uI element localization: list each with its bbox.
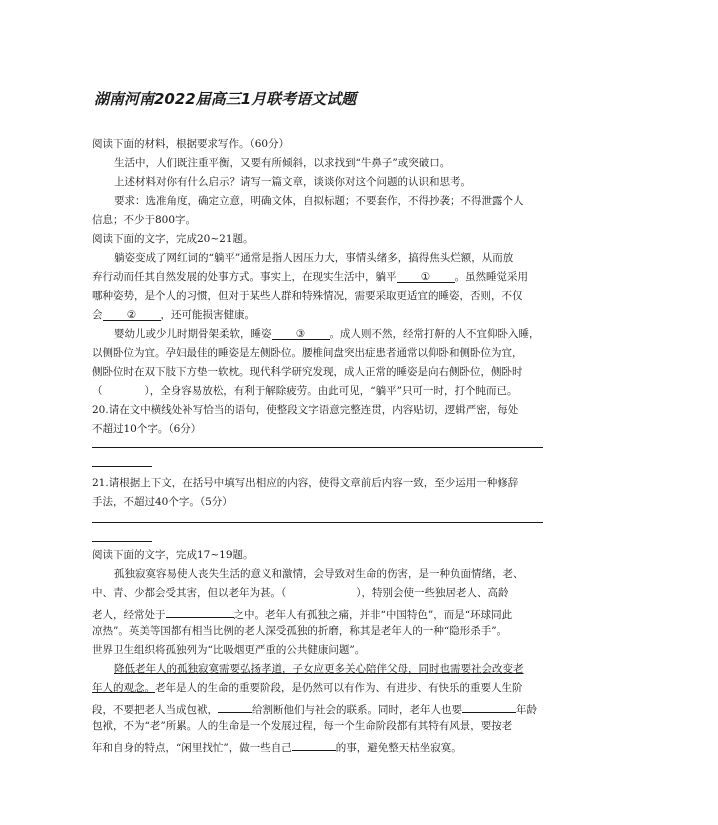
reading2-text: 之中。老年人有孤独之痛，并非“中国特色”，而是“环球同此 <box>233 609 513 621</box>
blank-1-label: ① <box>420 271 431 283</box>
reading1-line: 哪种姿势，是个人的习惯，但对于某些人群和特殊情况，需要采取更适宜的睡姿，否则，不仅 <box>92 290 523 302</box>
reading1-line: 侧卧位时在双下肢下方垫一软枕。现代科学研究发现，成人正常的睡姿是向右侧卧位，侧卧时 <box>92 366 523 378</box>
blank-2-label: ② <box>126 309 137 321</box>
reading2-text: 的事，避免整天枯坐寂寞。 <box>335 742 462 754</box>
reading1-text: 弃行动而任其自然发展的处事方式。事实上，在现实生活中，躺平 <box>92 271 397 283</box>
writing-intro: 阅读下面的材料，根据要求写作。（60分） <box>92 138 290 150</box>
reading2-line: 凉热”。英美等国都有相当比例的老人深受孤独的折磨，称其是老年人的一种“隐形杀手”。 <box>92 625 508 637</box>
reading1-text: 会 <box>92 309 103 321</box>
blank-2[interactable] <box>103 308 161 321</box>
answer-line-20-short[interactable] <box>92 466 152 467</box>
reading1-line <box>92 270 528 284</box>
reading2-intro: 阅读下面的文字，完成17~19题。 <box>92 549 254 561</box>
reading2-text: 年龄 <box>516 704 537 716</box>
question-21: 21.请根据上下文，在括号中填写出相应的内容，使得文章前后内容一致，至少运用一种修辞 <box>92 477 519 489</box>
reading1-text: ，还可能损害健康。 <box>160 309 255 321</box>
reading1-line <box>114 327 540 341</box>
reading2-text: 段，不要把老人当成包袱， <box>92 704 218 716</box>
blank-3-label: ③ <box>295 328 306 340</box>
reading2-line: 孤独寂寞容易使人丧失生活的意义和激情，会导致对生命的伤害，是一种负面情绪，老、 <box>114 568 524 580</box>
reading2-line <box>92 586 509 600</box>
reading2-text: 年和自身的特点，“闲里找忙”，做一些自己 <box>92 742 292 754</box>
underlined-sentence: 降低老年人的孤独寂寞需要弘扬孝道，子女应更多关心陪伴父母，同时也需要社会改变老 <box>114 663 524 675</box>
underlined-sentence-end: 年人的观念。 <box>92 682 155 694</box>
reading2-line <box>92 700 537 717</box>
blank-6[interactable] <box>462 700 516 713</box>
answer-line-20[interactable] <box>92 447 543 448</box>
reading2-line <box>92 738 462 755</box>
reading2-text: 中、青、少都会受其害，但以老年为甚。（ <box>92 587 287 599</box>
reading2-text: 给割断他们与社会的联系。同时，老年人也要 <box>252 704 462 716</box>
question-21-cont: 手法，不超过40个字。（5分） <box>92 496 233 508</box>
question-20-cont: 不超过10个字。（6分） <box>92 423 202 435</box>
writing-prompt: 上述材料对你有什么启示？请写一篇文章，谈谈你对这个问题的认识和思考。 <box>114 176 471 188</box>
paren-open: （ <box>92 385 103 397</box>
reading1-line: 以侧卧位为宜。孕妇最佳的睡姿是左侧卧位。腰椎间盘突出症患者通常以仰卧和侧卧位为宜， <box>92 347 523 359</box>
answer-line-21-short[interactable] <box>92 541 152 542</box>
answer-line-21[interactable] <box>92 522 543 523</box>
writing-material: 生活中，人们既注重平衡，又要有所倾斜，以求找到“牛鼻子”或突破口。 <box>114 157 451 169</box>
reading1-text: 。成人则不然，经常打鼾的人不宜仰卧入睡， <box>329 328 540 340</box>
reading2-text: 老年是人的生命的重要阶段，是仍然可以有作为、有进步、有快乐的重要人生阶 <box>155 682 523 694</box>
reading1-text: 婴幼儿或少儿时期骨架柔软，睡姿 <box>114 328 272 340</box>
reading1-intro: 阅读下面的文字，完成20~21题。 <box>92 233 254 245</box>
blank-5[interactable] <box>218 700 252 713</box>
reading1-line <box>92 308 255 322</box>
question-20: 20.请在文中横线处补写恰当的语句，使整段文字语意完整连贯，内容贴切，逻辑严密，每处 <box>92 404 519 416</box>
reading2-text: ），特别会使一些独居老人、高龄 <box>356 587 509 599</box>
reading2-line: 包袱，不为“老”所累。人的生命是一个发展过程，每一个生命阶段都有其特有风景，要按老 <box>92 720 513 732</box>
writing-requirements: 要求：选准角度，确定立意，明确文体，自拟标题；不要套作，不得抄袭；不得泄露个人 <box>114 195 524 207</box>
writing-requirements-cont: 信息；不少于800字。 <box>92 214 197 226</box>
reading1-line: 躺姿变成了网红词的“躺平”通常是指人因压力大，事情头绪多，搞得焦头烂额，从而放 <box>114 252 514 264</box>
blank-1[interactable] <box>397 270 455 283</box>
blank-3[interactable] <box>272 327 330 340</box>
reading2-text: 老人，经常处于 <box>92 609 166 621</box>
reading1-line <box>92 384 517 398</box>
page-title: 湖南河南2022届高三1月联考语文试题 <box>94 90 357 108</box>
blank-7[interactable] <box>292 738 336 751</box>
reading1-text: 。虽然睡觉采用 <box>454 271 528 283</box>
blank-4[interactable] <box>166 605 234 618</box>
reading2-line <box>92 681 523 695</box>
reading2-line: 世界卫生组织将孤独列为“比吸烟更严重的公共健康问题”。 <box>92 644 366 656</box>
reading1-text: ），全身容易放松，有利于解除疲劳。由此可见，“躺平”只可一时，打个盹而已。 <box>144 385 518 397</box>
reading2-line <box>92 605 512 622</box>
